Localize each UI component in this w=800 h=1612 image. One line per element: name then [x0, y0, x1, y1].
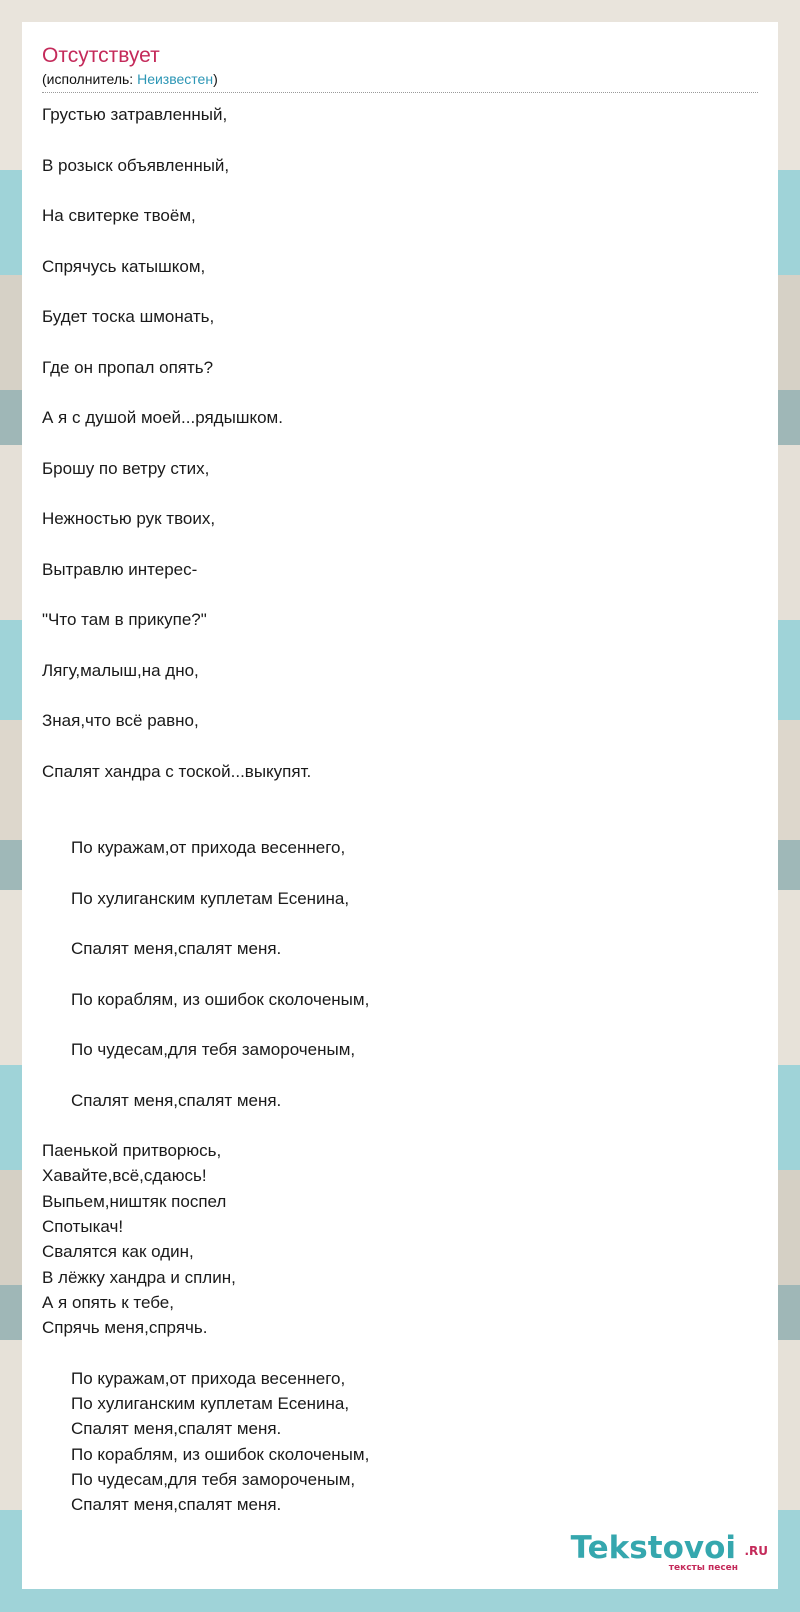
lyrics-line: Спалят меня,спалят меня.: [71, 1419, 282, 1438]
lyrics-line: В розыск объявленный,: [42, 156, 230, 175]
lyrics-line: Вытравлю интерес-: [42, 560, 198, 579]
artist-link[interactable]: Неизвестен: [137, 71, 214, 87]
lyrics-line: По куражам,от прихода весеннего,: [71, 838, 346, 857]
lyrics-line: Выпьем,ништяк поспел: [42, 1192, 227, 1211]
lyrics-line: Брошу по ветру стих,: [42, 459, 210, 478]
lyrics-line: Свалятся как один,: [42, 1242, 194, 1261]
lyrics-line: По чудесам,для тебя замороченым,: [71, 1040, 356, 1059]
lyrics-line: Спалят меня,спалят меня.: [71, 1495, 282, 1514]
lyrics-line: Нежностью рук твоих,: [42, 509, 216, 528]
lyrics-line: По хулиганским куплетам Есенина,: [71, 889, 350, 908]
logo-tld: .RU: [744, 1544, 768, 1558]
logo-wordmark: Tekstovoi: [570, 1530, 736, 1566]
artist-prefix: (исполнитель:: [42, 71, 138, 87]
lyrics-line: Спрячь меня,спрячь.: [42, 1318, 208, 1337]
lyrics-line: Зная,что всё равно,: [42, 711, 199, 730]
artist-suffix: ): [213, 71, 218, 87]
lyrics-line: Спалят меня,спалят меня.: [71, 1091, 282, 1110]
lyrics-line: Лягу,малыш,на дно,: [42, 661, 199, 680]
lyrics-line: По хулиганским куплетам Есенина,: [71, 1394, 350, 1413]
lyrics-line: В лёжку хандра и сплин,: [42, 1268, 236, 1287]
song-title: Отсутствует: [42, 44, 160, 67]
lyrics-line: Паенькой притворюсь,: [42, 1141, 222, 1160]
lyrics-line: Спалят хандра с тоской...выкупят.: [42, 762, 312, 781]
lyrics-line: Спалят меня,спалят меня.: [71, 939, 282, 958]
lyrics-line: По куражам,от прихода весеннего,: [71, 1369, 346, 1388]
lyrics-line: Хавайте,всё,сдаюсь!: [42, 1166, 207, 1185]
lyrics-line: Спотыкач!: [42, 1217, 124, 1236]
lyrics-line: А я с душой моей...рядышком.: [42, 408, 283, 427]
lyrics-line: Спрячусь катышком,: [42, 257, 206, 276]
lyrics-line: Грустью затравленный,: [42, 105, 228, 124]
lyrics-line: "Что там в прикупе?": [42, 610, 207, 629]
song-header: [42, 42, 758, 88]
lyrics-line: А я опять к тебе,: [42, 1293, 174, 1312]
lyrics-line: По кораблям, из ошибок сколоченым,: [71, 990, 370, 1009]
lyrics-line: Где он пропал опять?: [42, 358, 214, 377]
header-divider: [42, 92, 758, 93]
lyrics-line: На свитерке твоём,: [42, 206, 196, 225]
artist-line: [42, 70, 758, 88]
lyrics-line: По кораблям, из ошибок сколоченым,: [71, 1445, 370, 1464]
logo-tagline: тексты песен: [668, 1563, 738, 1573]
lyrics-card: [22, 22, 778, 1589]
site-logo[interactable]: [568, 1531, 768, 1575]
lyrics-line: По чудесам,для тебя замороченым,: [71, 1470, 356, 1489]
lyrics-line: Будет тоска шмонать,: [42, 307, 215, 326]
